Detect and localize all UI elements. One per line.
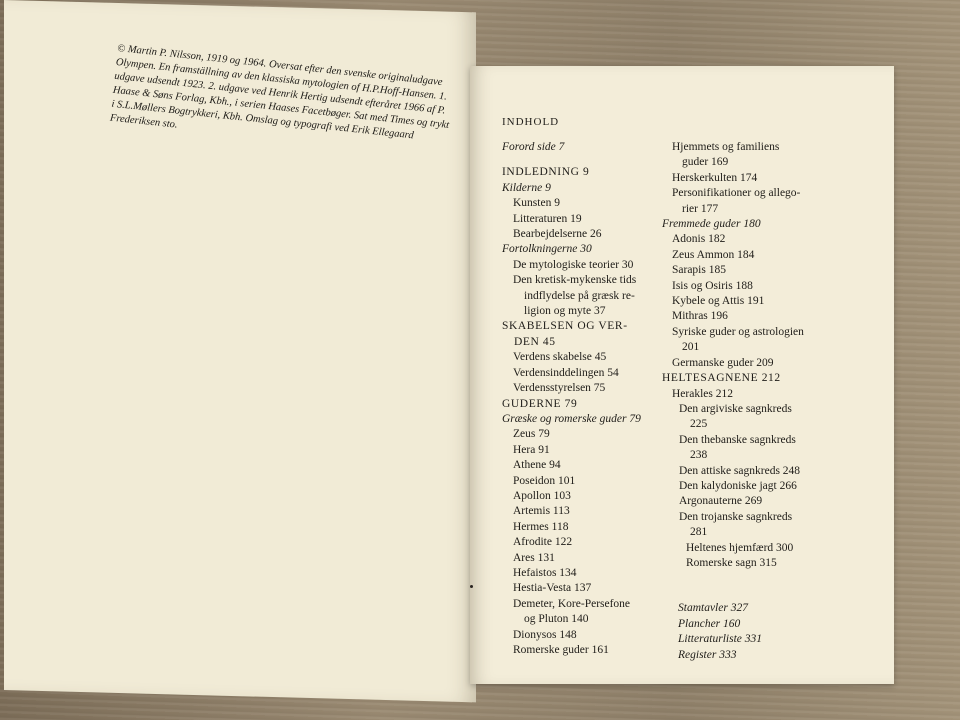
toc-entry: Romerske guder 161 (513, 644, 609, 656)
toc-entry: guder 169 (682, 156, 729, 169)
toc-entry: DEN 45 (514, 335, 556, 348)
toc-entry: Den thebanske sagnkreds (679, 433, 796, 446)
toc-entry: Hermes 118 (513, 520, 569, 533)
toc-entry: Artemis 113 (513, 505, 570, 518)
toc-entry: Sarapis 185 (672, 264, 726, 277)
toc-entry: Plancher 160 (678, 617, 741, 630)
toc-entry: INDLEDNING 9 (502, 166, 590, 179)
toc-entry: Hestia-Vesta 137 (513, 582, 592, 595)
toc-entry: Græske og romerske guder 79 (502, 412, 641, 425)
toc-entry: Demeter, Kore-Persefone (513, 597, 631, 610)
toc-entry: Apollon 103 (513, 489, 571, 502)
toc-entry: Syriske guder og astrologien (672, 325, 804, 338)
toc-entry: Athene 94 (513, 459, 561, 472)
toc-entry: Den argiviske sagnkreds (679, 402, 792, 415)
toc-column-2 (662, 140, 828, 663)
toc-entry: Register 333 (678, 648, 737, 661)
toc-entry: Kunsten 9 (513, 197, 560, 210)
toc-entry: Herakles 212 (672, 387, 733, 400)
toc-entry: Kybele og Attis 191 (672, 295, 765, 308)
toc-entry: Den trojanske sagnkreds (679, 510, 793, 523)
toc-entry: GUDERNE 79 (502, 397, 578, 410)
copyright-notice: © Martin P. Nilsson, 1919 og 1964. Oversat efter den svenske originaludgave Olympen. En framställning av den klassiska mytologien of H.P.Hoff-Hansen. 1. udgave udsendt 1923. 2. udgave ved Henrik Hertig udsendt efteråret 1966 af P. Haase & Søns Forlag, Kbh., i serien Haases Facetbøger. Sat med Times og trykt i S.L.Møllers Bogtrykkeri, Kbh. Omslag og typografi ved Erik Ellegaard Frederiksen sto. (109, 42, 450, 142)
toc-title: INDHOLD (502, 116, 560, 128)
toc-entry: Verdens skabelse 45 (513, 351, 607, 364)
toc-entry: Hefaistos 134 (513, 566, 577, 579)
toc-entry: Fortolkningerne 30 (502, 243, 592, 256)
toc-entry: Zeus 79 (513, 428, 550, 441)
toc-entry: Verdensstyrelsen 75 (513, 382, 606, 395)
toc-entry: Hera 91 (513, 443, 550, 456)
toc-entry: Verdensinddelingen 54 (513, 366, 619, 379)
toc-entry: Zeus Ammon 184 (672, 248, 755, 261)
toc-entry: 238 (690, 449, 708, 462)
toc-entry: ligion og myte 37 (524, 305, 606, 318)
toc-entry: Personifikationer og allego- (672, 187, 801, 200)
toc-entry: Herskerkulten 174 (672, 171, 758, 184)
toc-entry: Litteraturen 19 (513, 212, 582, 225)
toc-entry: Dionysos 148 (513, 628, 577, 641)
toc-entry: indflydelse på græsk re- (524, 289, 635, 302)
toc-entry: Ares 131 (513, 551, 555, 564)
toc-entry: Den kretisk-mykenske tids (513, 274, 637, 287)
toc-entry: Fremmede guder 180 (662, 218, 761, 231)
toc-entry: Kilderne 9 (502, 181, 551, 194)
toc-entry: Germanske guder 209 (672, 356, 774, 369)
toc-entry: Romerske sagn 315 (686, 556, 777, 569)
toc-entry: Mithras 196 (672, 310, 728, 323)
toc-entry: Isis og Osiris 188 (672, 279, 753, 292)
toc-entry: Argonauterne 269 (679, 495, 763, 508)
toc-entry: Litteraturliste 331 (678, 633, 763, 646)
toc-entry: 225 (690, 418, 708, 431)
toc-entry: Adonis 182 (672, 233, 726, 246)
toc-entry: Heltenes hjemfærd 300 (686, 541, 794, 554)
toc-entry: Stamtavler 327 (678, 602, 748, 615)
toc-entry: SKABELSEN OG VER- (502, 320, 628, 333)
toc-entry: rier 177 (682, 202, 719, 215)
toc-entry: Poseidon 101 (513, 474, 576, 487)
toc-entry: Den attiske sagnkreds 248 (679, 464, 801, 477)
page-speck (470, 585, 473, 588)
toc-entry: 281 (690, 526, 708, 539)
toc-entry: Den kalydoniske jagt 266 (679, 479, 797, 492)
toc-entry: Forord side 7 (502, 141, 565, 153)
toc-entry: 201 (682, 341, 700, 354)
toc-entry: Afrodite 122 (513, 536, 573, 549)
toc-entry: Bearbejdelserne 26 (513, 228, 602, 241)
toc-entry: og Pluton 140 (524, 613, 589, 626)
toc-entry: Hjemmets og familiens (672, 141, 780, 153)
toc-entry: HELTESAGNENE 212 (662, 372, 781, 385)
toc-entry: De mytologiske teorier 30 (513, 258, 634, 271)
toc-column-1 (502, 140, 662, 658)
